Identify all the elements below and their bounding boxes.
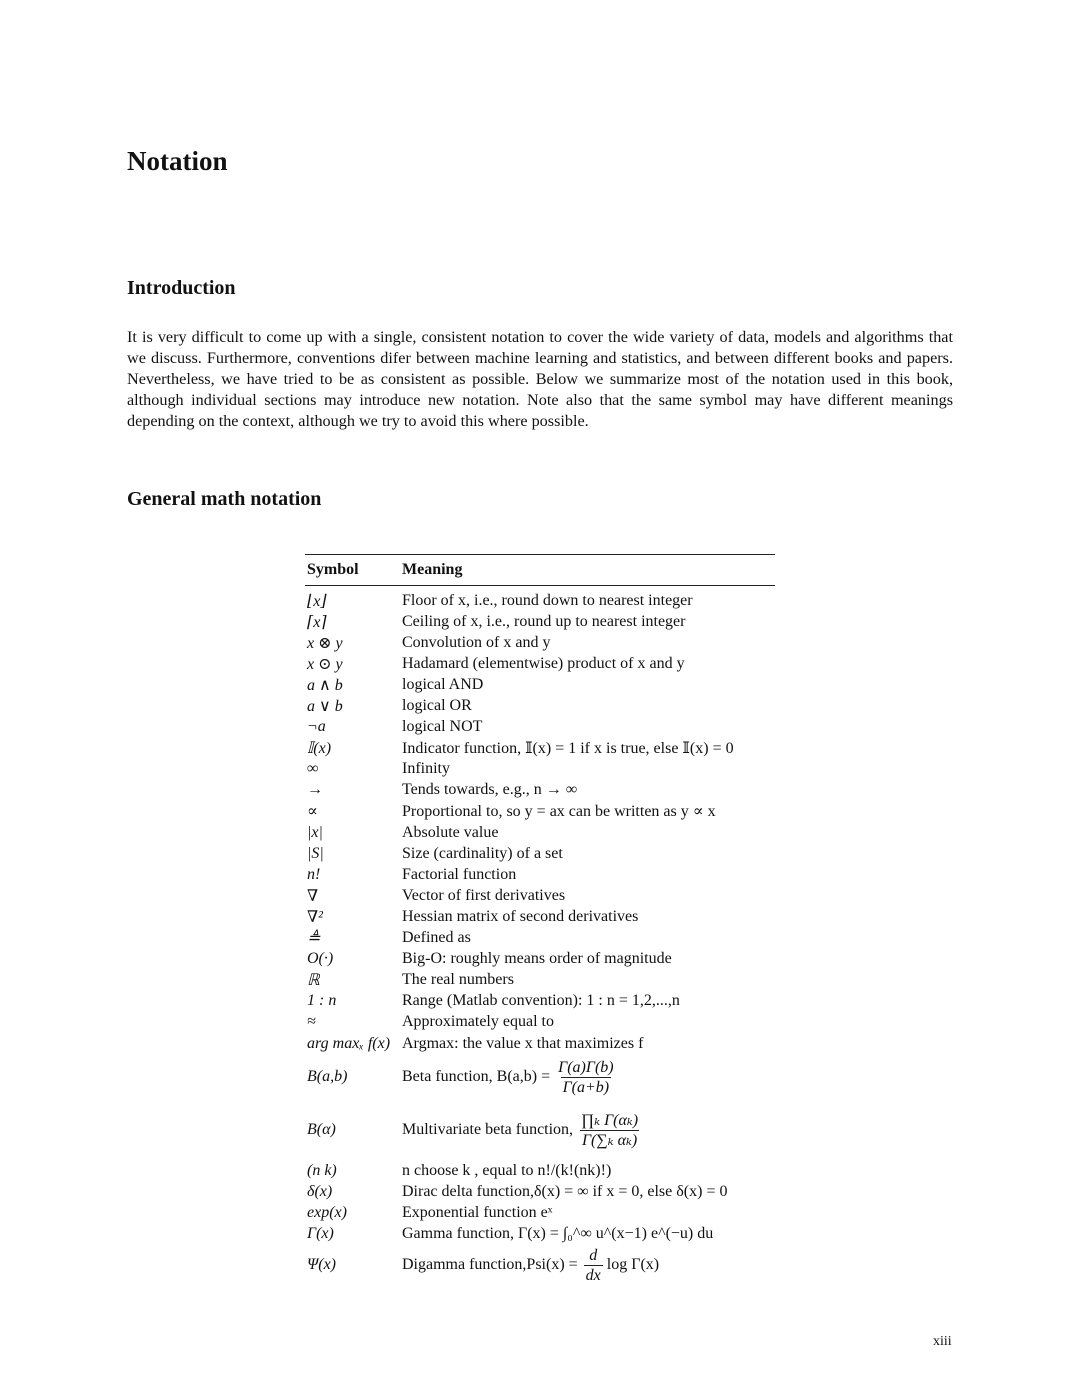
meaning-cell: Floor of x, i.e., round down to nearest integer <box>402 591 693 609</box>
meaning-text: Beta function, B(a,b) = <box>402 1068 551 1086</box>
meaning-cell: Big-O: roughly means order of magnitude <box>402 950 672 968</box>
symbol-cell: ∇² <box>307 908 323 926</box>
table-row <box>305 1160 775 1181</box>
meaning-cell: Size (cardinality) of a set <box>402 844 563 862</box>
symbol-cell: 𝕀(x) <box>307 740 332 758</box>
fraction-numerator: d <box>589 1246 598 1264</box>
symbol-cell: ⌊x⌋ <box>307 592 327 610</box>
fraction-denominator: Γ(∑ₖ αₖ) <box>581 1131 638 1149</box>
table-row <box>305 1100 775 1160</box>
meaning-cell: Absolute value <box>402 823 499 841</box>
meaning-cell <box>402 1246 659 1285</box>
symbol-cell: O(·) <box>307 950 334 968</box>
symbol-cell: B(α) <box>307 1121 336 1139</box>
meaning-cell: Dirac delta function,δ(x) = ∞ if x = 0, else δ(x) = 0 <box>402 1182 728 1200</box>
table-row <box>305 695 775 716</box>
math-notation-heading: General math notation <box>127 488 322 510</box>
table-row <box>305 632 775 653</box>
table-row <box>305 822 775 843</box>
meaning-cell: Approximately equal to <box>402 1013 554 1031</box>
meaning-cell: Argmax: the value x that maximizes f <box>402 1034 644 1052</box>
meaning-cell: The real numbers <box>402 971 514 989</box>
table-row <box>305 864 775 885</box>
intro-paragraph: It is very difficult to come up with a single, consistent notation to cover the wide variety of data, models and algorithms that we discuss. Furthermore, conventions difer between machine learning and statistics, and between different books and papers. Nevertheless, we have tried to be as consistent as possible. Below we summarize most of the notation used in this book, although individual sections may introduce new notation. Note also that the same symbol may have different meanings depending on the context, although we try to avoid this where possible. <box>127 328 953 430</box>
fraction <box>579 1111 640 1150</box>
symbol-cell: a ∨ b <box>307 698 343 716</box>
table-row <box>305 717 775 738</box>
symbol-cell: → <box>307 781 323 799</box>
meaning-cell: Indicator function, 𝕀(x) = 1 if x is true, else 𝕀(x) = 0 <box>402 740 734 758</box>
symbol-cell: Ψ(x) <box>307 1256 337 1274</box>
fraction-denominator: dx <box>585 1266 601 1284</box>
table-row <box>305 1202 775 1223</box>
table-row <box>305 1223 775 1244</box>
fraction <box>556 1058 616 1097</box>
table-row <box>305 906 775 927</box>
symbol-cell: x ⊙ y <box>307 655 343 673</box>
meaning-cell: Range (Matlab convention): 1 : n = 1,2,...,n <box>402 992 680 1010</box>
intro-heading: Introduction <box>127 277 236 299</box>
table-row <box>305 970 775 991</box>
symbol-cell: 1 : n <box>307 992 337 1010</box>
table-row <box>305 1054 775 1100</box>
symbol-cell: Γ(x) <box>307 1224 334 1242</box>
fraction-numerator: Γ(a)Γ(b) <box>558 1058 614 1076</box>
table-row <box>305 738 775 759</box>
meaning-cell: logical OR <box>402 697 472 715</box>
meaning-cell: Hessian matrix of second derivatives <box>402 907 639 925</box>
table-row <box>305 1244 775 1286</box>
meaning-text: Digamma function,Psi(x) = <box>402 1256 578 1274</box>
meaning-cell <box>402 1058 616 1097</box>
symbol-cell: (n k) <box>307 1161 337 1179</box>
meaning-cell: Proportional to, so y = ax can be written as y ∝ x <box>402 803 716 821</box>
table-row <box>305 674 775 695</box>
symbol-cell: ℝ <box>307 972 320 990</box>
table-row <box>305 991 775 1012</box>
notation-table <box>305 554 775 1286</box>
table-row <box>305 653 775 674</box>
symbol-cell: a ∧ b <box>307 676 343 694</box>
symbol-cell: ∇ <box>307 887 319 905</box>
page-number: xiii <box>933 1334 952 1349</box>
symbol-cell: ∝ <box>307 803 318 821</box>
fraction <box>584 1246 603 1285</box>
symbol-cell: δ(x) <box>307 1182 333 1200</box>
symbol-cell: ∞ <box>307 760 319 778</box>
symbol-cell: B(a,b) <box>307 1068 348 1086</box>
meaning-cell: Vector of first derivatives <box>402 886 566 904</box>
table-row <box>305 1012 775 1033</box>
table-row <box>305 1033 775 1054</box>
meaning-cell: Gamma function, Γ(x) = ∫₀^∞ u^(x−1) e^(−u) du <box>402 1224 714 1242</box>
symbol-cell: |x| <box>307 823 323 841</box>
symbol-cell: exp(x) <box>307 1203 347 1221</box>
meaning-text: Multivariate beta function, <box>402 1121 574 1139</box>
table-row <box>305 949 775 970</box>
symbol-cell: x ⊗ y <box>307 634 343 652</box>
symbol-cell: n! <box>307 865 321 883</box>
table-row <box>305 611 775 632</box>
table-body <box>305 586 775 1286</box>
page-title: Notation <box>127 146 228 176</box>
symbol-cell: |S| <box>307 844 324 862</box>
symbol-cell: ≈ <box>307 1013 316 1031</box>
table-row <box>305 928 775 949</box>
table-row <box>305 590 775 611</box>
meaning-cell: Ceiling of x, i.e., round up to nearest integer <box>402 612 686 630</box>
table-row <box>305 885 775 906</box>
symbol-cell: ≜ <box>307 930 321 948</box>
table-row <box>305 759 775 780</box>
symbol-cell: ⌈x⌉ <box>307 613 327 631</box>
symbol-header: Symbol <box>307 561 359 578</box>
symbol-cell: ¬a <box>307 718 326 736</box>
meaning-cell: logical AND <box>402 675 484 693</box>
meaning-cell: Tends towards, e.g., n → ∞ <box>402 781 578 799</box>
meaning-cell: n choose k , equal to n!/(k!(nk)!) <box>402 1161 612 1179</box>
table-row <box>305 801 775 822</box>
meaning-cell: logical NOT <box>402 718 483 736</box>
meaning-cell: Factorial function <box>402 865 517 883</box>
table-header <box>305 555 775 586</box>
table-row <box>305 843 775 864</box>
symbol-cell: arg maxₓ f(x) <box>307 1034 391 1052</box>
table-row <box>305 780 775 801</box>
meaning-cell: Defined as <box>402 929 471 947</box>
meaning-header: Meaning <box>402 561 463 578</box>
meaning-cell: Hadamard (elementwise) product of x and y <box>402 654 685 672</box>
fraction-denominator: Γ(a+b) <box>562 1078 610 1096</box>
table-row <box>305 1181 775 1202</box>
fraction-numerator: ∏ₖ Γ(αₖ) <box>581 1111 639 1129</box>
meaning-tail: log Γ(x) <box>606 1256 660 1274</box>
meaning-cell: Convolution of x and y <box>402 633 551 651</box>
meaning-cell: Infinity <box>402 760 450 778</box>
meaning-cell: Exponential function eˣ <box>402 1203 553 1221</box>
meaning-cell <box>402 1111 640 1150</box>
